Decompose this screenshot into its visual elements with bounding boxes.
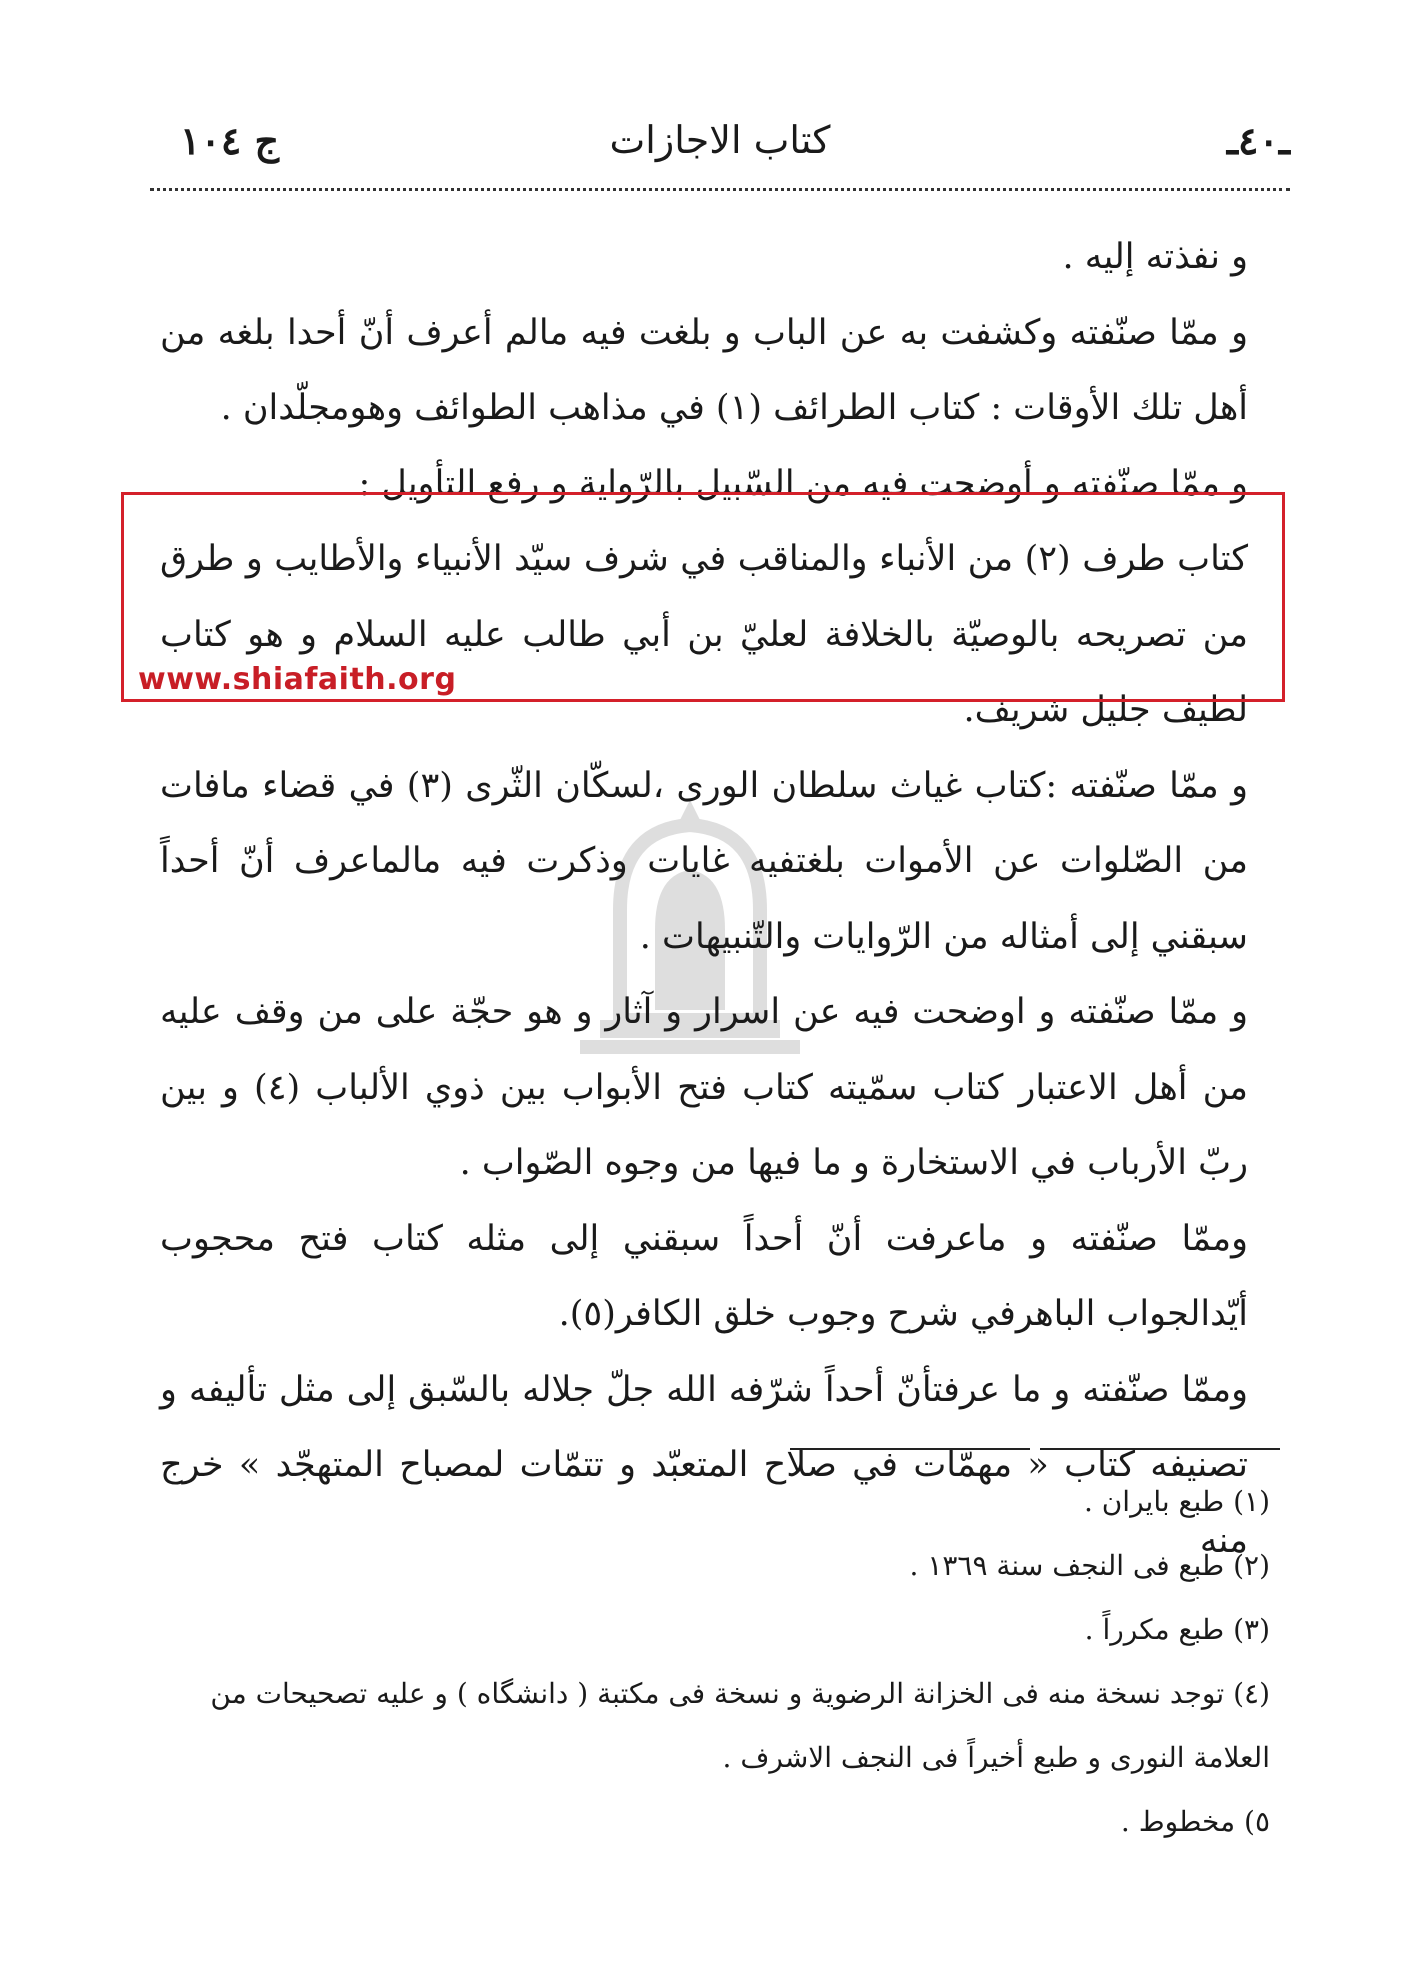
footnote-divider <box>790 1448 1030 1450</box>
footnote-item: (٣) طبع مكرراً . <box>1084 1613 1270 1646</box>
site-url-label: www.shiafaith.org <box>138 662 457 697</box>
footnote-item: (٤) توجد نسخة منه فى الخزانة الرضوية و نسخة فى مكتبة ( دانشگاه ) و عليه تصحيحات من العلامة النورى و طبع أخيراً فى النجف الاشرف . <box>210 1677 1270 1774</box>
paragraph: و ممّا صنّفته وكشفت به عن الباب و بلغت فيه مالم أعرف أنّ أحدا بلغه من أهل تلك الأوقات : كتاب الطرائف (١) في مذاهب الطوائف وهومجلّدان . <box>160 312 1248 428</box>
paragraph: و ممّا صنّفته و أوضحت فيه من السّبيل بالرّواية و رفع التأويل : <box>358 463 1248 504</box>
footnote-divider <box>1040 1448 1280 1450</box>
header-divider <box>150 188 1290 191</box>
paragraph: وممّا صنّفته و ما عرفتأنّ أحداً شرّفه الله جلّ جلاله بالسّبق إلى مثل تأليفه و تصنيفه كتاب « مهمّات في صلاح المتعبّد و تتمّات لمصباح المتهجّد » خرج منه <box>160 1369 1248 1561</box>
footnotes <box>150 1470 1280 1854</box>
footnote-item: (١) طبع بايران . <box>1083 1485 1270 1518</box>
volume-number: ج ١٠٤ <box>180 118 279 163</box>
paragraph: و ممّا صنّفته و اوضحت فيه عن اسرار و آثار و هو حجّة على من وقف عليه من أهل الاعتبار كتاب سمّيته كتاب فتح الأبواب بين ذوي الألباب (٤) و بين ربّ الأرباب في الاستخارة و ما فيها من وجوه الصّواب . <box>160 992 1248 1183</box>
paragraph: وممّا صنّفته و ماعرفت أنّ أحداً سبقني إلى مثله كتاب فتح محجوب أيّدالجواب الباهرفي شرح وجوب خلق الكافر(٥). <box>160 1218 1248 1334</box>
page-header <box>150 118 1290 174</box>
highlighted-paragraph: كتاب طرف (٢) من الأنباء والمناقب في شرف سيّد الأنبياء والأطايب و طرق من تصريحه بالوصيّة بالخلافة لعليّ بن أبي طالب عليه السلام و هو كتاب لطيف جليل شريف. <box>160 539 1248 730</box>
paragraph: و نفذته إليه . <box>1062 237 1248 277</box>
footnote-item: (٢) طبع فى النجف سنة ١٣٦٩ . <box>909 1549 1270 1582</box>
footnote-item: ٥) مخطوط . <box>1120 1805 1270 1838</box>
main-text <box>160 220 1270 1579</box>
book-title: كتاب الاجازات <box>609 118 831 162</box>
page-number: ـ٤٠ـ <box>1226 118 1290 163</box>
paragraph: و ممّا صنّفته :كتاب غياث سلطان الورى ،لسكّان الثّرى (٣) في قضاء مافات من الصّلوات عن الأموات بلغتفيه غايات وذكرت فيه مالماعرف أنّ أحداً سبقني إلى أمثاله من الرّوايات والتّنبيهات . <box>160 765 1249 957</box>
